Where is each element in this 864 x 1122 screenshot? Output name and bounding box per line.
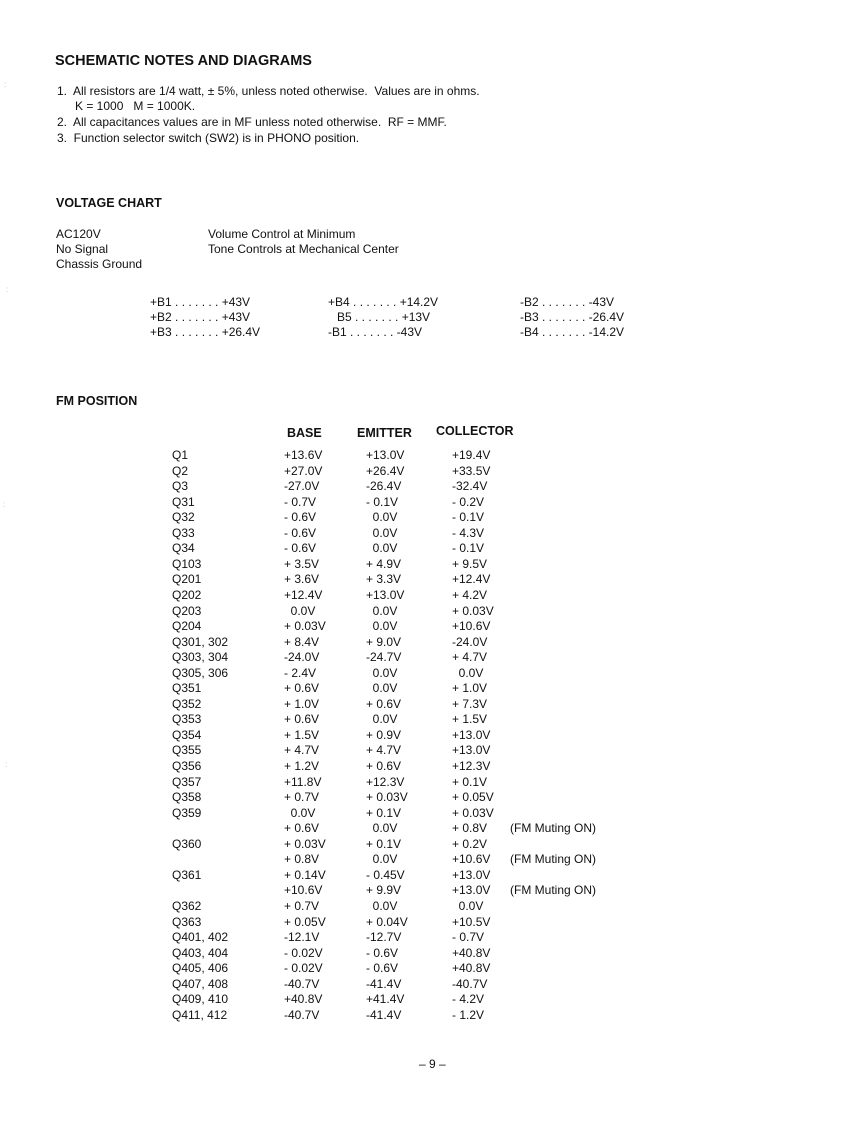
table-row [0,837,864,853]
emitter-voltage: -26.4V [366,479,402,494]
transistor-label: Q356 [172,759,202,773]
table-row [0,961,864,977]
base-voltage: -40.7V [284,976,320,991]
scan-artifact: : [6,285,9,294]
emitter-voltage: 0.0V [366,603,398,618]
page-title: SCHEMATIC NOTES AND DIAGRAMS [55,53,312,69]
collector-voltage: +13.0V [452,867,491,882]
collector-voltage: + 0.8V [452,821,488,836]
base-voltage: + 0.03V [284,619,326,634]
column-header-collector: COLLECTOR [436,424,514,438]
rail-b2-plus: +B2 . . . . . . . +43V [150,310,251,324]
collector-voltage: +12.3V [452,759,491,773]
transistor-label: Q301, 302 [172,634,229,649]
emitter-voltage: 0.0V [366,898,398,913]
base-voltage: -12.1V [284,930,320,945]
emitter-voltage: +26.4V [366,463,405,478]
fm-position-heading: FM POSITION [56,394,138,408]
emitter-voltage: -41.4V [366,1007,402,1022]
table-row [0,790,864,806]
emitter-voltage: + 0.03V [366,790,408,805]
table-row [0,681,864,697]
collector-voltage: + 0.05V [452,790,494,805]
collector-voltage: + 4.7V [452,650,488,665]
table-row [0,743,864,759]
collector-voltage: + 0.03V [452,603,494,618]
base-voltage: + 0.6V [284,821,320,836]
collector-voltage: - 0.1V [452,541,485,556]
transistor-label: Q411, 412 [172,1007,228,1022]
collector-voltage: +10.6V [452,852,491,867]
table-row [0,868,864,884]
transistor-label: Q357 [172,774,202,789]
transistor-label: Q31 [172,494,195,509]
emitter-voltage: - 0.1V [366,494,399,509]
emitter-voltage: + 4.7V [366,743,402,758]
emitter-voltage: - 0.6V [366,945,399,960]
collector-voltage: -24.0V [452,634,488,649]
base-voltage: +11.8V [284,774,322,789]
table-row [0,604,864,620]
base-voltage: + 1.2V [284,759,320,773]
condition-volume: Volume Control at Minimum [208,227,356,241]
table-row [0,728,864,744]
transistor-label: Q305, 306 [172,665,229,680]
scan-artifact: : [5,760,8,769]
emitter-voltage: + 0.6V [366,759,402,773]
emitter-voltage: -12.7V [366,930,402,945]
emitter-voltage: + 4.9V [366,556,402,571]
transistor-label: Q203 [172,603,202,618]
collector-voltage: +40.8V [452,961,491,976]
collector-voltage: +12.4V [452,572,491,587]
transistor-label: Q362 [172,898,202,913]
voltage-chart-heading: VOLTAGE CHART [56,196,162,210]
transistor-label: Q354 [172,727,202,742]
note-1: 1. All resistors are 1/4 watt, ± 5%, unless noted otherwise. Values are in ohms. [57,84,480,98]
table-row [0,541,864,557]
base-voltage: -27.0V [284,479,320,494]
base-voltage: - 0.6V [284,525,317,540]
transistor-label: Q360 [172,836,202,851]
emitter-voltage: + 0.9V [366,727,402,742]
base-voltage: - 0.7V [284,494,317,509]
table-row [0,992,864,1008]
table-row [0,635,864,651]
emitter-voltage: - 0.45V [366,867,405,882]
base-voltage: +27.0V [284,463,323,478]
condition-ground: Chassis Ground [56,257,143,271]
rail-b2-minus: -B2 . . . . . . . -43V [520,295,615,309]
base-voltage: + 0.6V [284,712,320,727]
row-note: (FM Muting ON) [510,852,597,867]
rail-b4-plus: +B4 . . . . . . . +14.2V [328,295,439,309]
base-voltage: - 0.02V [284,961,323,976]
base-voltage: + 0.05V [284,914,326,929]
collector-voltage: +13.0V [452,883,491,898]
table-row [0,883,864,899]
emitter-voltage: 0.0V [366,510,398,525]
collector-voltage: +40.8V [452,945,491,960]
transistor-label: Q33 [172,525,195,540]
base-voltage: + 0.7V [284,898,320,913]
table-row [0,946,864,962]
transistor-label: Q358 [172,790,202,805]
collector-voltage: - 0.7V [452,930,485,945]
transistor-label: Q405, 406 [172,961,229,976]
emitter-voltage: 0.0V [366,525,398,540]
transistor-label: Q403, 404 [172,945,229,960]
condition-tone: Tone Controls at Mechanical Center [208,242,399,256]
emitter-voltage: - 0.6V [366,961,399,976]
emitter-voltage: 0.0V [366,619,398,634]
table-row [0,448,864,464]
base-voltage: +10.6V [284,883,323,898]
emitter-voltage: 0.0V [366,712,398,727]
base-voltage: + 3.6V [284,572,320,587]
scan-artifact: : [4,80,7,89]
transistor-label: Q407, 408 [172,976,229,991]
base-voltage: +13.6V [284,448,323,462]
emitter-voltage: -41.4V [366,976,402,991]
base-voltage: + 0.8V [284,852,320,867]
base-voltage: - 0.6V [284,541,317,556]
table-row [0,572,864,588]
rail-b5: B5 . . . . . . . +13V [337,310,431,324]
table-row [0,775,864,791]
collector-voltage: + 1.5V [452,712,488,727]
condition-signal: No Signal [56,242,109,256]
collector-voltage: +33.5V [452,463,491,478]
table-row [0,479,864,495]
table-row [0,697,864,713]
transistor-label: Q359 [172,805,202,820]
table-row [0,464,864,480]
transistor-label: Q202 [172,587,202,602]
base-voltage: +40.8V [284,992,323,1007]
base-voltage: -24.0V [284,650,320,665]
table-row [0,588,864,604]
emitter-voltage: + 9.9V [366,883,402,898]
base-voltage: 0.0V [284,603,316,618]
transistor-label: Q3 [172,479,189,494]
emitter-voltage: +12.3V [366,774,405,789]
emitter-voltage: 0.0V [366,852,398,867]
rail-b1-plus: +B1 . . . . . . . +43V [150,295,251,309]
collector-voltage: +10.6V [452,619,491,634]
table-row [0,557,864,573]
base-voltage: - 0.02V [284,945,323,960]
row-note: (FM Muting ON) [510,821,597,836]
rail-b3-minus: -B3 . . . . . . . -26.4V [520,310,625,324]
emitter-voltage: 0.0V [366,821,398,836]
transistor-label: Q352 [172,696,202,711]
emitter-voltage: +41.4V [366,992,405,1007]
table-row [0,1008,864,1024]
transistor-label: Q353 [172,712,202,727]
base-voltage: + 0.14V [284,867,326,882]
collector-voltage: +13.0V [452,727,491,742]
transistor-label: Q303, 304 [172,650,229,665]
collector-voltage: - 0.2V [452,494,485,509]
rail-b4-minus: -B4 . . . . . . . -14.2V [520,325,625,339]
base-voltage: + 1.5V [284,727,320,742]
collector-voltage: - 0.1V [452,510,485,525]
emitter-voltage: + 0.6V [366,696,402,711]
transistor-label: Q32 [172,510,195,525]
table-row [0,495,864,511]
page-number: – 9 – [419,1057,446,1071]
collector-voltage: + 4.2V [452,587,488,602]
transistor-label: Q103 [172,556,202,571]
emitter-voltage: + 0.1V [366,836,402,851]
base-voltage: + 0.6V [284,681,320,696]
transistor-label: Q351 [172,681,202,696]
emitter-voltage: + 3.3V [366,572,402,587]
collector-voltage: + 7.3V [452,696,488,711]
table-row [0,666,864,682]
collector-voltage: +10.5V [452,914,491,929]
collector-voltage: - 4.3V [452,525,485,540]
transistor-label: Q34 [172,541,195,556]
transistor-label: Q401, 402 [172,930,229,945]
table-row [0,510,864,526]
emitter-voltage: + 0.1V [366,805,402,820]
transistor-label: Q363 [172,914,202,929]
row-note: (FM Muting ON) [510,883,597,898]
note-3: 3. Function selector switch (SW2) is in PHONO position. [57,131,360,145]
base-voltage: + 0.7V [284,790,320,805]
transistor-label: Q1 [172,448,189,462]
base-voltage: + 1.0V [284,696,320,711]
emitter-voltage: 0.0V [366,681,398,696]
base-voltage: + 4.7V [284,743,320,758]
collector-voltage: -32.4V [452,479,488,494]
collector-voltage: 0.0V [452,665,484,680]
emitter-voltage: -24.7V [366,650,402,665]
table-row [0,899,864,915]
table-row [0,619,864,635]
column-header-base: BASE [287,426,322,440]
table-row [0,977,864,993]
emitter-voltage: + 9.0V [366,634,402,649]
table-row [0,806,864,822]
collector-voltage: + 9.5V [452,556,488,571]
emitter-voltage: 0.0V [366,541,398,556]
emitter-voltage: +13.0V [366,448,405,462]
base-voltage: + 8.4V [284,634,320,649]
column-header-emitter: EMITTER [357,426,412,440]
base-voltage: - 0.6V [284,510,317,525]
collector-voltage: -40.7V [452,976,488,991]
emitter-voltage: +13.0V [366,587,405,602]
base-voltage: + 3.5V [284,556,320,571]
note-1-continuation: K = 1000 M = 1000K. [75,99,196,113]
collector-voltage: - 4.2V [452,992,485,1007]
transistor-label: Q355 [172,743,202,758]
table-row [0,759,864,775]
table-row [0,650,864,666]
transistor-label: Q409, 410 [172,992,229,1007]
condition-ac: AC120V [56,227,101,241]
table-row [0,852,864,868]
table-row [0,712,864,728]
table-row [0,821,864,837]
base-voltage: -40.7V [284,1007,320,1022]
collector-voltage: + 0.1V [452,774,488,789]
collector-voltage: +19.4V [452,448,491,462]
collector-voltage: + 0.2V [452,836,488,851]
collector-voltage: 0.0V [452,898,484,913]
transistor-label: Q2 [172,463,189,478]
table-row [0,915,864,931]
note-2: 2. All capacitances values are in MF unless noted otherwise. RF = MMF. [57,115,447,129]
scan-artifact: : [3,500,6,509]
transistor-label: Q204 [172,619,202,634]
collector-voltage: + 1.0V [452,681,488,696]
transistor-label: Q201 [172,572,202,587]
collector-voltage: +13.0V [452,743,491,758]
base-voltage: + 0.03V [284,836,326,851]
table-row [0,526,864,542]
rail-b3-plus: +B3 . . . . . . . +26.4V [150,325,261,339]
table-row [0,930,864,946]
base-voltage: 0.0V [284,805,316,820]
transistor-label: Q361 [172,867,202,882]
base-voltage: +12.4V [284,587,323,602]
emitter-voltage: + 0.04V [366,914,408,929]
collector-voltage: - 1.2V [452,1007,485,1022]
base-voltage: - 2.4V [284,665,317,680]
collector-voltage: + 0.03V [452,805,494,820]
emitter-voltage: 0.0V [366,665,398,680]
rail-b1-minus: -B1 . . . . . . . -43V [328,325,423,339]
